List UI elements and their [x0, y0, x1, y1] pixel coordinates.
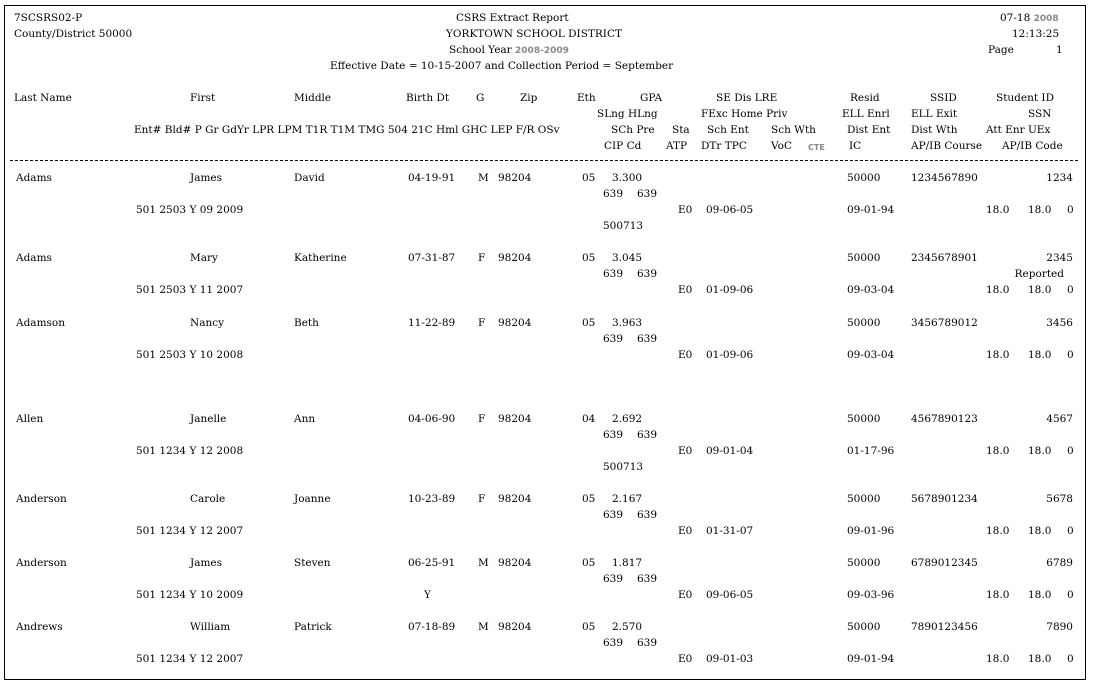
middle-name: Ann	[294, 413, 316, 425]
hdr-atp: ATP	[666, 140, 688, 152]
zip: 98204	[498, 252, 532, 264]
hdr-last-name: Last Name	[14, 92, 72, 104]
attendance: 18.0	[986, 653, 1010, 665]
ethnicity: 05	[582, 317, 596, 329]
entry-fields: 501 2503 Y 10 2008	[136, 349, 244, 361]
enrolled: 18.0	[1028, 653, 1052, 665]
home-language: 639	[637, 429, 658, 441]
school-year	[449, 44, 569, 58]
unexcused: 0	[1067, 204, 1074, 216]
hdr-ssn: SSN	[1028, 108, 1052, 120]
hdr-eth: Eth	[577, 92, 596, 104]
first-name: Nancy	[190, 317, 225, 329]
zip: 98204	[498, 172, 532, 184]
hdr-fexc-home-priv: FExc Home Priv	[701, 108, 788, 120]
hdr-resid: Resid	[850, 92, 880, 104]
resident-district: 50000	[847, 557, 881, 569]
report-date	[1000, 12, 1059, 26]
school-language: 639	[603, 268, 624, 280]
resident-district: 50000	[847, 252, 881, 264]
report-date-day: 07-18	[1000, 12, 1031, 24]
hdr-apib-course: AP/IB Course	[911, 140, 983, 152]
hdr-gender: G	[476, 92, 485, 104]
school-language: 639	[603, 333, 624, 345]
gender: M	[478, 557, 489, 569]
student-id: 4567	[1046, 413, 1073, 425]
middle-name: Steven	[294, 557, 331, 569]
entry-fields: 501 1234 Y 12 2008	[136, 445, 244, 457]
school-language: 639	[603, 637, 624, 649]
entry-fields: 501 2503 Y 11 2007	[136, 284, 244, 296]
hdr-gpa: GPA	[640, 92, 663, 104]
unexcused: 0	[1067, 525, 1074, 537]
school-year-value: 2008-2009	[515, 46, 569, 56]
last-name: Adams	[16, 252, 52, 264]
last-name: Adams	[16, 172, 52, 184]
district-entry-date: 09-01-94	[847, 204, 895, 216]
district-entry-date: 09-03-04	[847, 284, 895, 296]
hdr-ell-exit: ELL Exit	[911, 108, 958, 120]
gpa: 3.045	[612, 252, 643, 264]
student-id: 1234	[1046, 172, 1073, 184]
county-district: County/District 50000	[14, 28, 133, 40]
first-name: James	[190, 172, 223, 184]
report-time: 12:13:25	[1012, 28, 1060, 40]
gpa: 2.570	[612, 621, 643, 633]
gpa: 2.167	[612, 493, 643, 505]
home-language: 639	[637, 509, 658, 521]
hdr-sch-ent: Sch Ent	[707, 124, 749, 136]
school-language: 639	[603, 573, 624, 585]
district-entry-date: 09-03-96	[847, 589, 895, 601]
resident-district: 50000	[847, 493, 881, 505]
cip-code: 500713	[603, 220, 644, 232]
report-date-year: 2008	[1033, 14, 1059, 24]
ethnicity: 05	[582, 557, 596, 569]
gpa: 3.300	[612, 172, 643, 184]
hdr-sch-pre: SCh Pre	[611, 124, 655, 136]
birth-date: 06-25-91	[408, 557, 456, 569]
ssid: 6789012345	[911, 557, 978, 569]
program-id: 7SCSRS02-P	[14, 12, 83, 24]
hdr-ell-enrl: ELL Enrl	[842, 108, 890, 120]
entry-fields: 501 1234 Y 12 2007	[136, 653, 244, 665]
gender: F	[478, 317, 486, 329]
attendance: 18.0	[986, 445, 1010, 457]
student-id: 7890	[1046, 621, 1073, 633]
unexcused: 0	[1067, 445, 1074, 457]
hdr-se-dis-lre: SE Dis LRE	[716, 92, 778, 104]
student-id: 2345	[1046, 252, 1073, 264]
school-year-label: School Year	[449, 44, 512, 56]
zip: 98204	[498, 317, 532, 329]
hdr-voc: VoC	[771, 140, 792, 152]
birth-date: 04-19-91	[408, 172, 456, 184]
middle-name: Patrick	[294, 621, 332, 633]
hdr-cte: CTE	[808, 143, 825, 152]
gender: M	[478, 621, 489, 633]
cip-code: 500713	[603, 461, 644, 473]
hdr-first: First	[190, 92, 216, 104]
district-entry-date: 09-01-94	[847, 653, 895, 665]
attendance: 18.0	[986, 204, 1010, 216]
first-name: Mary	[190, 252, 218, 264]
unexcused: 0	[1067, 349, 1074, 361]
status: E0	[678, 284, 693, 296]
hdr-cip-cd: CIP Cd	[604, 140, 642, 152]
page-label: Page	[988, 44, 1014, 56]
first-name: Carole	[190, 493, 226, 505]
school-entry-date: 09-01-04	[706, 445, 754, 457]
zip: 98204	[498, 413, 532, 425]
district-entry-date: 09-03-04	[847, 349, 895, 361]
birth-date: 10-23-89	[408, 493, 456, 505]
header-divider	[10, 160, 1078, 161]
home-language: 639	[637, 573, 658, 585]
ethnicity: 05	[582, 621, 596, 633]
enrolled: 18.0	[1028, 349, 1052, 361]
gpa: 1.817	[612, 557, 643, 569]
hdr-apib-code: AP/IB Code	[1002, 140, 1063, 152]
status: E0	[678, 204, 693, 216]
hdr-student-id: Student ID	[996, 92, 1054, 104]
ethnicity: 05	[582, 493, 596, 505]
school-entry-date: 01-09-06	[706, 349, 754, 361]
last-name: Allen	[16, 413, 44, 425]
last-name: Anderson	[16, 493, 67, 505]
school-entry-date: 01-09-06	[706, 284, 754, 296]
ssid: 5678901234	[911, 493, 978, 505]
resident-district: 50000	[847, 621, 881, 633]
student-id: 5678	[1046, 493, 1073, 505]
attendance: 18.0	[986, 349, 1010, 361]
enrolled: 18.0	[1028, 589, 1052, 601]
middle-name: Beth	[294, 317, 319, 329]
first-name: William	[190, 621, 231, 633]
report-frame	[4, 5, 1086, 680]
entry-fields: 501 1234 Y 10 2009	[136, 589, 244, 601]
last-name: Anderson	[16, 557, 67, 569]
entry-fields: 501 1234 Y 12 2007	[136, 525, 244, 537]
status: E0	[678, 445, 693, 457]
home-language: 639	[637, 188, 658, 200]
hdr-sch-wth: Sch Wth	[771, 124, 816, 136]
gender: F	[478, 493, 486, 505]
last-name: Andrews	[16, 621, 63, 633]
page-number: 1	[1056, 44, 1063, 56]
enrolled: 18.0	[1028, 284, 1052, 296]
school-entry-date: 09-06-05	[706, 589, 754, 601]
gender: M	[478, 172, 489, 184]
student-id: 6789	[1046, 557, 1073, 569]
hdr-sta: Sta	[672, 124, 690, 136]
first-name: James	[190, 557, 223, 569]
hdr-ssid: SSID	[930, 92, 957, 104]
attendance: 18.0	[986, 589, 1010, 601]
birth-date: 04-06-90	[408, 413, 456, 425]
district-name: YORKTOWN SCHOOL DISTRICT	[446, 28, 622, 40]
zip: 98204	[498, 493, 532, 505]
hdr-dtr-tpc: DTr TPC	[701, 140, 747, 152]
resident-district: 50000	[847, 172, 881, 184]
birth-date: 07-18-89	[408, 621, 456, 633]
gpa: 3.963	[612, 317, 643, 329]
unexcused: 0	[1067, 284, 1074, 296]
status: E0	[678, 653, 693, 665]
effective-date-line: Effective Date = 10-15-2007 and Collection Period = September	[330, 60, 674, 72]
gender: F	[478, 413, 486, 425]
gpa: 2.692	[612, 413, 643, 425]
zip: 98204	[498, 557, 532, 569]
unexcused: 0	[1067, 589, 1074, 601]
hdr-dist-ent: Dist Ent	[847, 124, 891, 136]
district-entry-date: 09-01-96	[847, 525, 895, 537]
ethnicity: 04	[582, 413, 596, 425]
status: E0	[678, 349, 693, 361]
enrolled: 18.0	[1028, 204, 1052, 216]
hdr-slng-hlng: SLng HLng	[597, 108, 658, 120]
home-language: 639	[637, 637, 658, 649]
ssid: 2345678901	[911, 252, 978, 264]
status: E0	[678, 589, 693, 601]
hdr-ic: IC	[849, 140, 862, 152]
hdr-birth-dt: Birth Dt	[406, 92, 450, 104]
ssid: 4567890123	[911, 413, 978, 425]
gender: F	[478, 252, 486, 264]
ethnicity: 05	[582, 252, 596, 264]
middle-name: Katherine	[294, 252, 347, 264]
hdr-dist-wth: Dist Wth	[911, 124, 958, 136]
home-language: 639	[637, 268, 658, 280]
enrolled: 18.0	[1028, 525, 1052, 537]
school-entry-date: 09-01-03	[706, 653, 754, 665]
school-entry-date: 09-06-05	[706, 204, 754, 216]
unexcused: 0	[1067, 653, 1074, 665]
hdr-zip: Zip	[520, 92, 538, 104]
ssid: 7890123456	[911, 621, 978, 633]
ethnicity: 05	[582, 172, 596, 184]
hdr-att-enr-uex: Att Enr UEx	[986, 124, 1051, 136]
school-language: 639	[603, 509, 624, 521]
home-language: 639	[637, 333, 658, 345]
school-language: 639	[603, 188, 624, 200]
report-title: CSRS Extract Report	[456, 12, 569, 24]
ssn-note: Reported	[1014, 268, 1064, 280]
resident-district: 50000	[847, 413, 881, 425]
district-entry-date: 01-17-96	[847, 445, 895, 457]
hdr-middle: Middle	[294, 92, 332, 104]
birth-date: 07-31-87	[408, 252, 456, 264]
enrolled: 18.0	[1028, 445, 1052, 457]
ssid: 1234567890	[911, 172, 978, 184]
zip: 98204	[498, 621, 532, 633]
attendance: 18.0	[986, 525, 1010, 537]
school-language: 639	[603, 429, 624, 441]
last-name: Adamson	[16, 317, 65, 329]
entry-fields: 501 2503 Y 09 2009	[136, 204, 244, 216]
hdr-entry-fields: Ent# Bld# P Gr GdYr LPR LPM T1R T1M TMG 504 21C Hml GHC LEP F/R OSv	[134, 124, 560, 136]
birth-date: 11-22-89	[408, 317, 456, 329]
school-entry-date: 01-31-07	[706, 525, 754, 537]
middle-name: David	[294, 172, 325, 184]
status: E0	[678, 525, 693, 537]
ssid: 3456789012	[911, 317, 978, 329]
middle-name: Joanne	[294, 493, 331, 505]
extra-flag: Y	[424, 589, 431, 601]
attendance: 18.0	[986, 284, 1010, 296]
first-name: Janelle	[190, 413, 227, 425]
resident-district: 50000	[847, 317, 881, 329]
student-id: 3456	[1046, 317, 1073, 329]
